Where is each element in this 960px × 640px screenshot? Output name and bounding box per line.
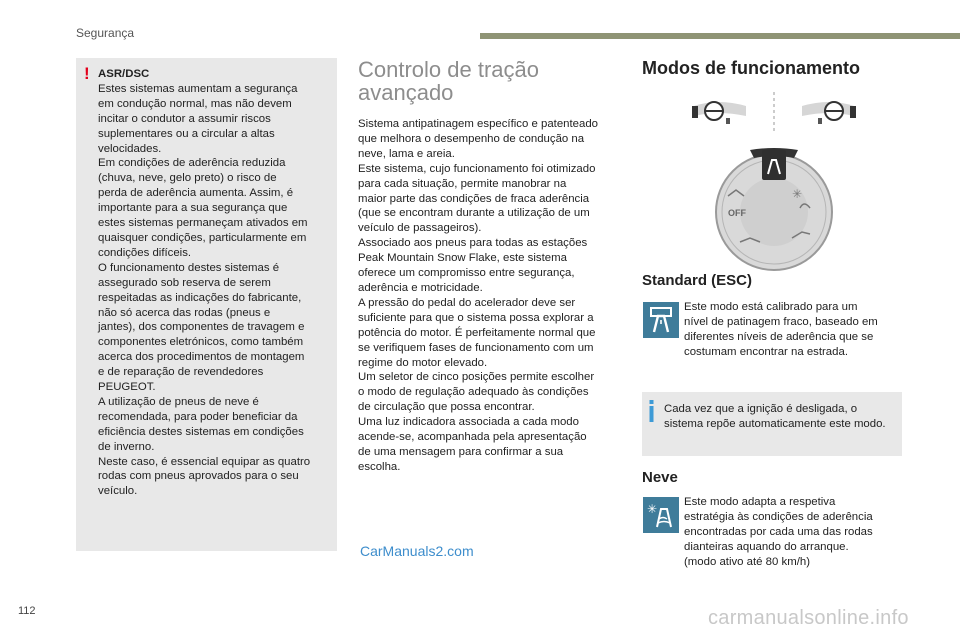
info-icon [649,400,654,422]
info-text: Cada vez que a ignição é desligada, o sistema repõe automaticamente este modo. [664,403,886,430]
middle-column [358,58,624,475]
warning-title: ASR/DSC [98,68,150,80]
warning-box [76,58,337,551]
svg-text:✳: ✳ [792,187,803,201]
snow-heading: Neve [642,469,678,486]
watermark-right[interactable]: carmanualsonline.info [708,607,909,629]
steering-wheel-left-icon [692,102,746,124]
page-number: 112 [18,605,36,617]
standard-mode-icon [643,302,679,338]
standard-heading: Standard (ESC) [642,272,753,289]
steering-wheel-right-icon [802,102,856,124]
warning-icon: ! [84,64,90,83]
header-bar [480,33,960,39]
watermark-left[interactable]: CarManuals2.com [360,543,474,559]
warning-text [98,67,332,499]
standard-text: Este modo está calibrado para um nível de patinagem fraco, baseado em diferentes níveis de aderência que se costumam encontrar na estrada. [684,301,878,358]
section-body: Sistema antipatinagem específico e patenteado que melhora o desempenho de condução na neve, lama e areia. Este sistema, cujo funcionamento foi otimizado para cada situação, permite manobrar na maior parte das condições de fraca aderência (que se encontram durante a utilização de um veículo de passageiros). Associado aos pneus para todas as estações Peak Mountain Snow Flake, este sistema oferece um compromisso entre segurança, aderência e motricidade. A pressão do pedal do acelerador deve ser suficiente para que o sistema possa explorar a potência do motor. É perfeitamente normal que se verifiquem fases de funcionamento com um regime do motor elevado. Um seletor de cinco posições permite escolher o modo de regulação adequado às condições de circulação que possa encontrar. Uma luz indicadora associada a cada modo acende-se, acompanhada pela apresentação de uma mensagem para confirmar a sua escolha. [358,118,598,473]
section-label: Segurança [76,26,135,40]
info-box [642,392,902,456]
snow-mode-icon [643,497,679,533]
mode-selector-illustration [688,92,860,274]
snow-text: Este modo adapta a respetiva estratégia às condições de aderência encontradas por cada uma das rodas dianteiras aquando do arranque. (modo ativo até 80 km/h) [684,496,873,568]
svg-text:OFF: OFF [728,208,746,218]
modes-title: Modos de funcionamento [642,58,860,78]
svg-text:✳: ✳ [647,502,658,516]
rotary-selector-icon [716,148,832,270]
section-title: Controlo de tração avançado [358,57,539,105]
warning-body: Estes sistemas aumentam a segurança em condução normal, mas não devem incitar o condutor a assumir riscos suplementares ou a circular a altas velocidades. Em condições de aderência reduzida (chuva, neve, gelo preto) o risco de perda de aderência aumenta. Assim, é importante para a sua segurança que estes sistemas permaneçam ativados em quaisquer condições, particularmente em condições difíceis. O funcionamento destes sistemas é assegurado sob reserva de serem respeitadas as indicações do fabricante, não só acerca das rodas (pneus e jantes), dos componentes de travagem e componentes eletrónicos, como também acerca dos procedimentos de montagem e de reparação de revendedores PEUGEOT. A utilização de pneus de neve é recomendada, para poder beneficiar da eficiência destes sistemas em condições de inverno. Neste caso, é essencial equipar as quatro rodas com pneus aprovados para o seu veículo. [98,82,311,498]
